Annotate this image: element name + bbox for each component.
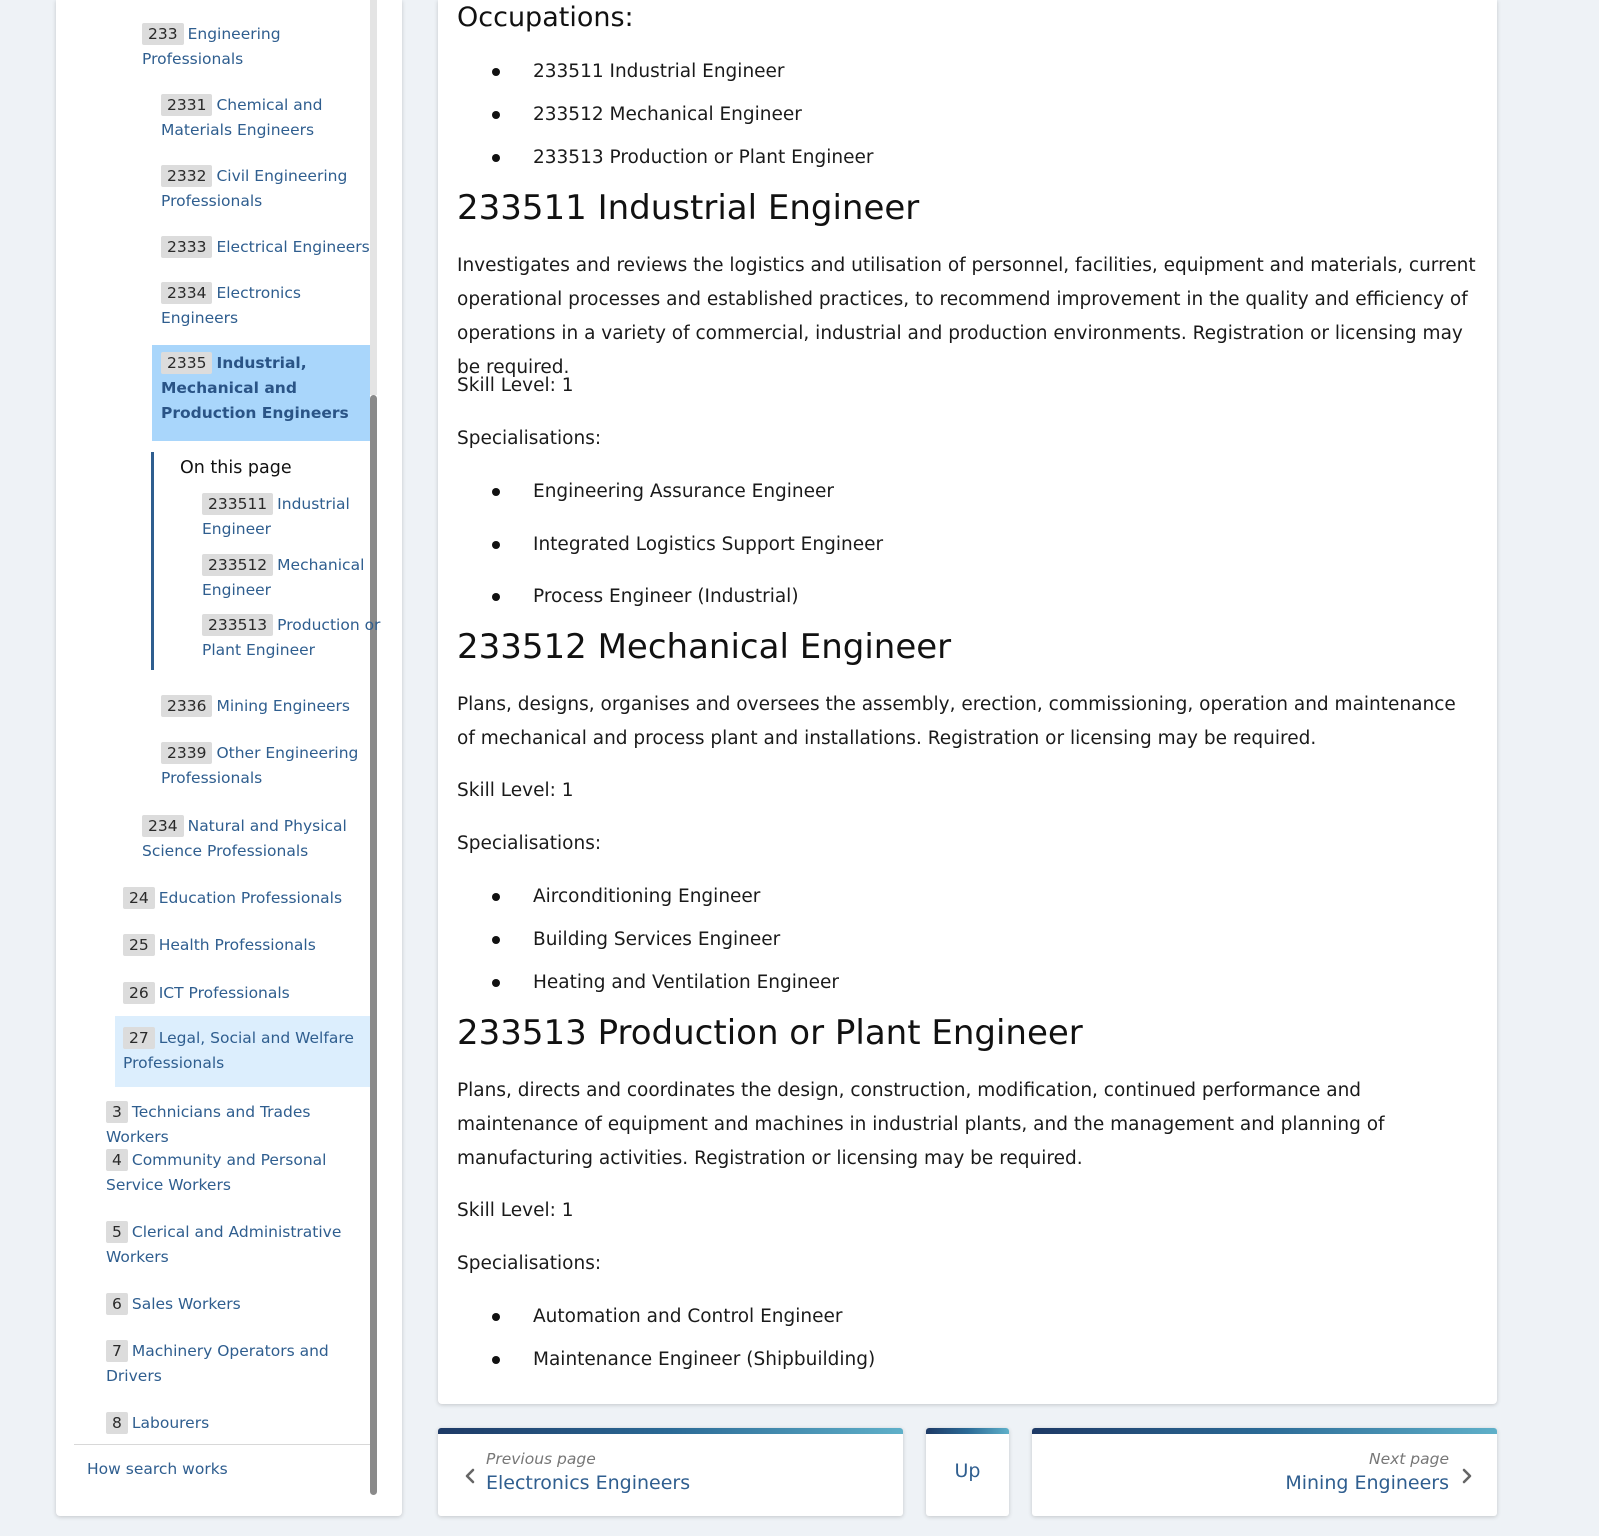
bullet-icon — [492, 154, 500, 162]
next-page-title: Mining Engineers — [1285, 1472, 1449, 1494]
specialisations-label: Specialisations: — [457, 428, 602, 449]
sidebar-item-label: Education Professionals — [158, 889, 343, 907]
sidebar — [56, 0, 402, 1516]
code-badge: 233513 — [202, 614, 273, 636]
sidebar-item-label: Sales Workers — [131, 1295, 241, 1313]
on-this-page-label: Industrial Engineer — [202, 495, 350, 538]
nav-accent-bar — [1032, 1428, 1497, 1434]
sidebar-item-label: Clerical and Administrative Workers — [106, 1223, 342, 1266]
sidebar-item-234[interactable] — [142, 814, 352, 864]
specialisation-item: Airconditioning Engineer — [533, 886, 761, 907]
specialisation-item: Integrated Logistics Support Engineer — [533, 534, 884, 555]
occupations-heading: Occupations: — [457, 2, 634, 33]
sidebar-item-2331[interactable] — [161, 93, 341, 143]
sidebar-item-label: Industrial, Mechanical and Production Engineers — [161, 354, 349, 422]
sidebar-item-7[interactable] — [106, 1339, 336, 1389]
code-badge: 233512 — [202, 554, 273, 576]
on-this-page-item-233513[interactable] — [202, 613, 384, 663]
sidebar-item-label: Engineering Professionals — [142, 25, 281, 68]
sidebar-item-label: Machinery Operators and Drivers — [106, 1342, 329, 1385]
specialisation-item: Process Engineer (Industrial) — [533, 586, 799, 607]
sidebar-item-6[interactable] — [106, 1292, 346, 1317]
code-badge: 2333 — [161, 236, 212, 258]
sidebar-item-27[interactable] — [115, 1016, 370, 1087]
code-badge: 234 — [142, 815, 184, 837]
section-description: Plans, designs, organises and oversees the assembly, erection, commissioning, operation and maintenance of mechanical and process plant and installations. Registration or licensing may be required. — [457, 694, 1456, 749]
on-this-page-title: On this page — [180, 458, 292, 478]
specialisation-item: Automation and Control Engineer — [533, 1306, 843, 1327]
bullet-icon — [492, 936, 500, 944]
occupation-link[interactable]: 233511 Industrial Engineer — [533, 61, 785, 82]
sidebar-item-label: Health Professionals — [158, 936, 316, 954]
on-this-page-label: Production or Plant Engineer — [202, 616, 381, 659]
code-badge: 7 — [106, 1340, 128, 1362]
code-badge: 233 — [142, 23, 184, 45]
code-badge: 233511 — [202, 493, 273, 515]
sidebar-item-24[interactable] — [123, 886, 363, 911]
next-page-button[interactable] — [1032, 1428, 1497, 1516]
bullet-icon — [492, 1356, 500, 1364]
bullet-icon — [492, 1313, 500, 1321]
sidebar-item-label: Electronics Engineers — [161, 284, 301, 327]
main-content — [438, 0, 1497, 1404]
sidebar-item-label: Community and Personal Service Workers — [106, 1151, 327, 1194]
code-badge: 5 — [106, 1221, 128, 1243]
sidebar-item-25[interactable] — [123, 933, 363, 958]
bullet-icon — [492, 488, 500, 496]
skill-level: Skill Level: 1 — [457, 375, 574, 396]
section-title: 233513 Production or Plant Engineer — [457, 1013, 1083, 1053]
on-this-page-item-233511[interactable] — [202, 492, 377, 542]
on-this-page-item-233512[interactable] — [202, 553, 377, 603]
bullet-icon — [492, 541, 500, 549]
specialisations-label: Specialisations: — [457, 833, 602, 854]
sidebar-item-label: Electrical Engineers — [216, 238, 370, 256]
sidebar-item-2333[interactable] — [161, 235, 371, 260]
code-badge: 24 — [123, 887, 155, 909]
bullet-icon — [492, 111, 500, 119]
sidebar-item-2332[interactable] — [161, 164, 361, 214]
code-badge: 3 — [106, 1101, 128, 1123]
specialisations-label: Specialisations: — [457, 1253, 602, 1274]
bullet-icon — [492, 979, 500, 987]
sidebar-item-label: Other Engineering Professionals — [161, 744, 359, 787]
sidebar-item-2336[interactable] — [161, 694, 371, 719]
sidebar-item-4[interactable] — [106, 1148, 336, 1198]
specialisation-item: Building Services Engineer — [533, 929, 781, 950]
occupation-link[interactable]: 233513 Production or Plant Engineer — [533, 147, 874, 168]
up-button[interactable] — [926, 1428, 1009, 1516]
code-badge: 2331 — [161, 94, 212, 116]
nav-accent-bar — [438, 1428, 903, 1434]
up-label: Up — [954, 1460, 981, 1482]
sidebar-item-2339[interactable] — [161, 741, 361, 791]
code-badge: 4 — [106, 1149, 128, 1171]
sidebar-item-label: Chemical and Materials Engineers — [161, 96, 323, 139]
code-badge: 2334 — [161, 282, 212, 304]
sidebar-item-label: ICT Professionals — [158, 984, 290, 1002]
specialisation-item: Maintenance Engineer (Shipbuilding) — [533, 1349, 876, 1370]
bullet-icon — [492, 68, 500, 76]
code-badge: 2336 — [161, 695, 212, 717]
sidebar-item-2335[interactable] — [152, 345, 370, 441]
on-this-page-label: Mechanical Engineer — [202, 556, 365, 599]
how-search-works-link[interactable]: How search works — [87, 1460, 228, 1478]
bullet-icon — [492, 893, 500, 901]
code-badge: 26 — [123, 982, 155, 1004]
code-badge: 27 — [123, 1027, 155, 1049]
code-badge: 6 — [106, 1293, 128, 1315]
skill-level: Skill Level: 1 — [457, 780, 574, 801]
previous-page-title: Electronics Engineers — [486, 1472, 691, 1494]
section-description: Investigates and reviews the logistics and utilisation of personnel, facilities, equipment and materials, current operational processes and established practices, to recommend improvement in the quality and efficiency of operations in a variety of commercial, industrial and production environments. Registration or licensing may be required. — [457, 255, 1476, 378]
specialisation-item: Heating and Ventilation Engineer — [533, 972, 839, 993]
on-this-page — [151, 452, 381, 670]
sidebar-item-label: Natural and Physical Science Professionals — [142, 817, 347, 860]
nav-accent-bar — [926, 1428, 1009, 1434]
chevron-left-icon — [460, 1466, 480, 1486]
sidebar-item-3[interactable] — [106, 1100, 368, 1150]
sidebar-scroll-track[interactable] — [370, 0, 377, 395]
next-page-label: Next page — [1368, 1450, 1449, 1468]
previous-page-label: Previous page — [486, 1450, 596, 1468]
sidebar-item-8[interactable] — [106, 1411, 346, 1436]
bullet-icon — [492, 593, 500, 601]
code-badge: 8 — [106, 1412, 128, 1434]
section-description: Plans, directs and coordinates the design, construction, modification, continued performance and maintenance of equipment and machines in industrial plants, and the management and planning of manufacturing activities. Registration or licensing may be required. — [457, 1080, 1385, 1169]
sidebar-item-label: Legal, Social and Welfare Professionals — [123, 1029, 354, 1072]
section-title: 233511 Industrial Engineer — [457, 188, 920, 228]
sidebar-item-5[interactable] — [106, 1220, 346, 1270]
section-title: 233512 Mechanical Engineer — [457, 627, 952, 667]
sidebar-item-label: Mining Engineers — [216, 697, 350, 715]
code-badge: 2332 — [161, 165, 212, 187]
sidebar-item-26[interactable] — [123, 981, 363, 1006]
previous-page-button[interactable] — [438, 1428, 903, 1516]
sidebar-item-233[interactable] — [142, 22, 342, 72]
code-badge: 2335 — [161, 352, 212, 374]
skill-level: Skill Level: 1 — [457, 1200, 574, 1221]
sidebar-divider — [74, 1444, 370, 1445]
sidebar-item-label: Technicians and Trades Workers — [106, 1103, 311, 1146]
chevron-right-icon — [1457, 1466, 1477, 1486]
sidebar-item-2334[interactable] — [161, 281, 331, 331]
specialisation-item: Engineering Assurance Engineer — [533, 481, 835, 502]
code-badge: 2339 — [161, 742, 212, 764]
occupation-link[interactable]: 233512 Mechanical Engineer — [533, 104, 802, 125]
code-badge: 25 — [123, 934, 155, 956]
sidebar-item-label: Civil Engineering Professionals — [161, 167, 348, 210]
sidebar-item-label: Labourers — [131, 1414, 210, 1432]
